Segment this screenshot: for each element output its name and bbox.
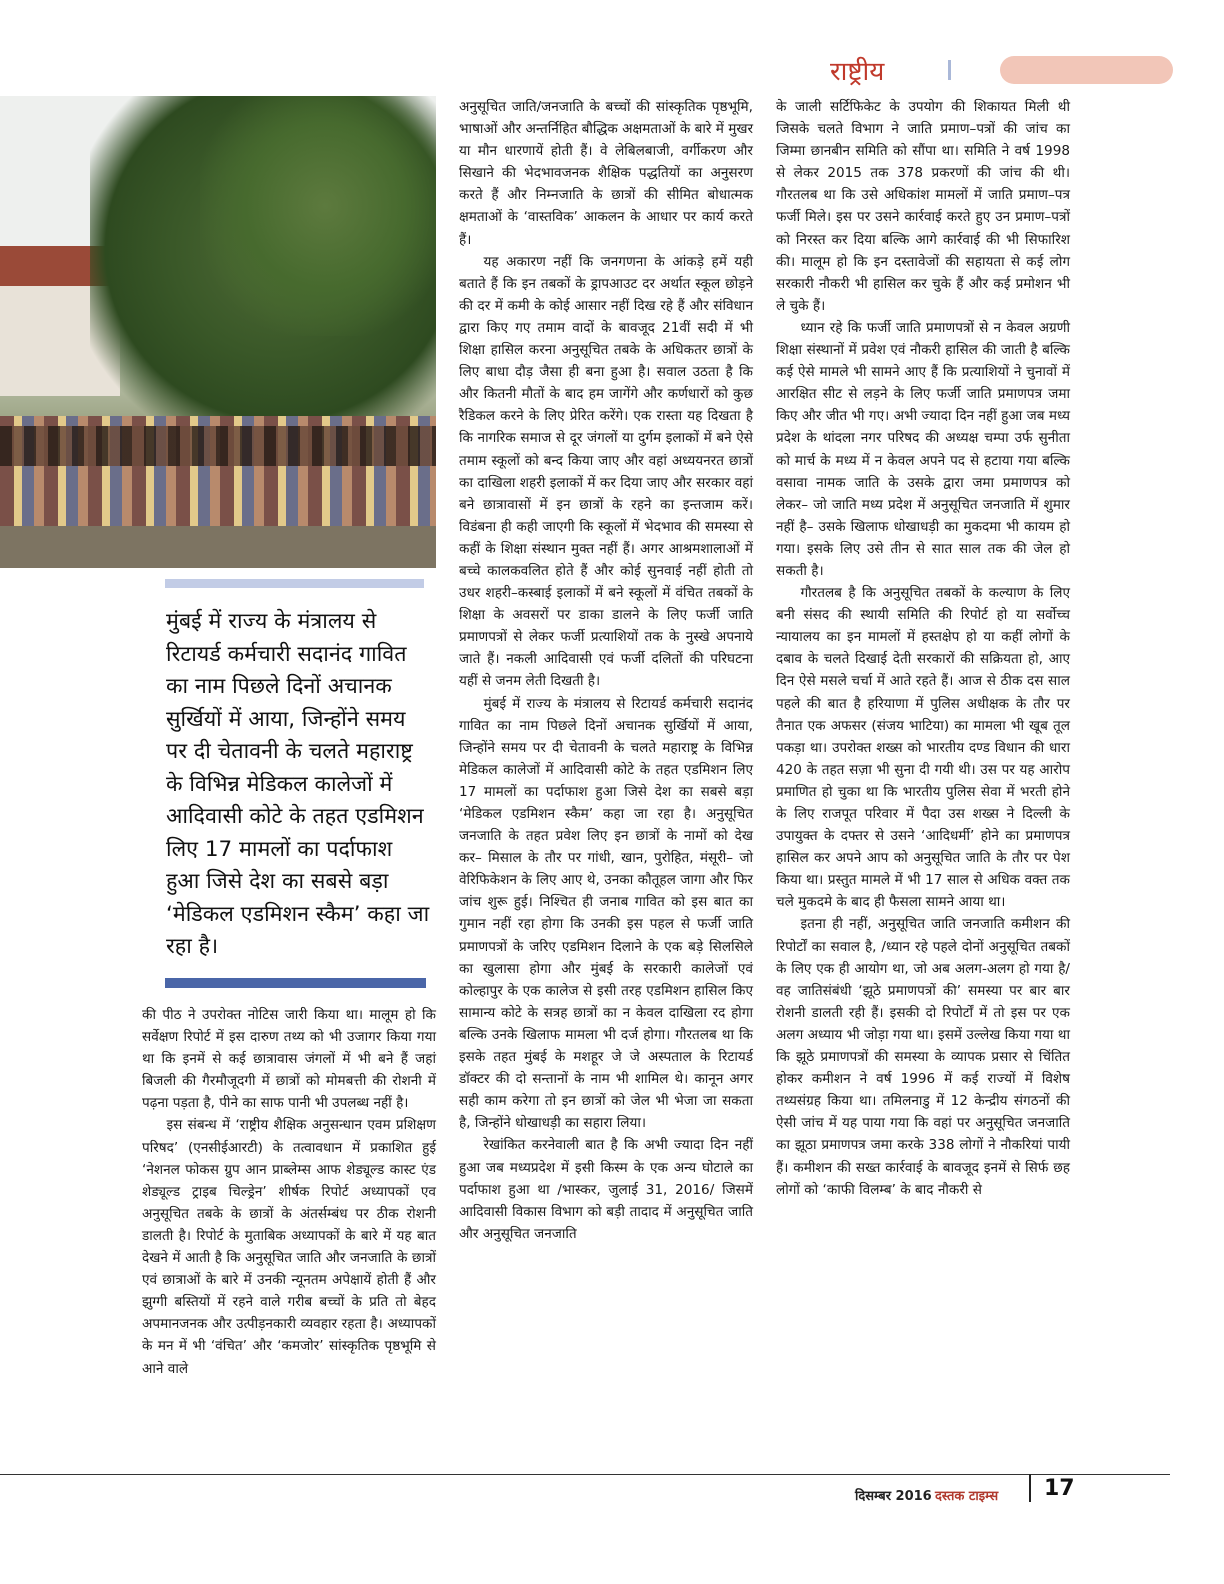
paragraph: ध्यान रहे कि फर्जी जाति प्रमाणपत्रों से न केवल अग्रणी शिक्षा संस्थानों में प्रवेश एवं नौकरी हासिल की जाती है बल्कि कई ऐसे मामले भी सामने आए हैं कि प्रत्याशियों ने चुनावों में आरक्षित सीट से लड़ने के लिए फर्जी जाति प्रमाणपत्र जमा किए और जीत भी गए। अभी ज्यादा दिन नहीं हुआ जब मध्य प्रदेश के थांदला नगर परिषद की अध्यक्ष चम्पा उर्फ सुनीता को मार्च के मध्य में न केवल अपने पद से हटाया गया बल्कि वसावा नामक जाति के उसके द्वारा जमा प्रमाणपत्र को लेकर– जो जाति मध्य प्रदेश में अनुसूचित जनजाति में शुमार नहीं है– उसके खिलाफ धोखाधड़ी का मुकदमा भी कायम हो गया। इसके लिए उसे तीन से सात साल तक की जेल हो सकती है। (776, 319, 1070, 579)
paragraph: यह अकारण नहीं कि जनगणना के आंकड़े हमें यही बताते हैं कि इन तबकों के ड्रापआउट दर अर्थात स्कूल छोड़ने की दर में कमी के कोई आसार नहीं दिख रहे हैं और संविधान द्वारा किए गए तमाम वादों के बावजूद 21वीं सदी में भी शिक्षा हासिल करना अनुसूचित तबके के अधिकतर छात्रों के लिए बाधा दौड़ जैसा ही बना हुआ है। सवाल उठता है कि और कितनी मौतों के बाद हम जागेंगे और कर्णधारों को कुछ रैडिकल करने के लिए प्रेरित करेंगे। एक रास्ता यह दिखता है कि नागरिक समाज से दूर जंगलों या दुर्गम इलाकों में बने ऐसे तमाम स्कूलों को बन्द किया जाए और वहां अध्ययनरत छात्रों का दाखिला शहरी इलाकों में कर दिया जाए और सरकार वहां बने छात्रावासों में इन छात्रों के रहने का इन्तजाम करें। विडंबना ही कही जाएगी कि स्कूलों में भेदभाव की समस्या से कहीं के शिक्षा संस्थान मुक्त नहीं हैं। अगर आश्रमशालाओं में बच्चे कालकवलित होते हैं और कोई सुनवाई नहीं होती तो उधर शहरी–कस्बाई इलाकों में बने स्कूलों में वंचित तबकों के शिक्षा के अवसरों पर डाका डालने के लिए फर्जी जाति प्रमाणपत्रों से लेकर फर्जी प्रत्याशियों तक के नुस्खे अपनाये जाते हैं। नकली आदिवासी एवं फर्जी दलितों की परिघटना यहीं से जनम लेती दिखती है। (459, 253, 753, 690)
footer-date: दिसम्बर 2016 (855, 1489, 932, 1504)
school-children-photo (0, 96, 436, 568)
header-pill-decoration (1000, 56, 1173, 84)
paragraph: के जाली सर्टिफिकेट के उपयोग की शिकायत मिली थी जिसके चलते विभाग ने जाति प्रमाण–पत्रों की जांच का जिम्मा छानबीन समिति को सौंपा था। समिति ने वर्ष 1998 से लेकर 2015 तक 378 प्रकरणों की जांच की थी। गौरतलब था कि उसे अधिकांश मामलों में जाति प्रमाण–पत्र फर्जी मिले। इस पर उसने कार्रवाई करते हुए उन प्रमाण–पत्रों को निरस्त कर दिया बल्कि आगे कार्रवाई की भी सिफारिश की। मालूम हो कि इन दस्तावेजों की सहायता से कई लोग सरकारी नौकरी भी हासिल कर चुके हैं और कई प्रमोशन भी ले चुके हैं। (776, 99, 1070, 314)
page-number: 17 (1044, 1476, 1075, 1501)
pull-quote: मुंबई में राज्य के मंत्रालय से रिटायर्ड कर्मचारी सदानंद गावित का नाम पिछले दिनों अचानक सुर्खियों में आया, जिन्होंने समय पर दी चेतावनी के चलते महाराष्ट्र के विभिन्न मेडिकल कालेजों में आदिवासी कोटे के तहत एडमिशन लिए 17 मामलों का पर्दाफाश हुआ जिसे देश का सबसे बड़ा ‘मेडिकल एडमिशन स्कैम’ कहा जा रहा है। (166, 609, 430, 959)
paragraph: रेखांकित करनेवाली बात है कि अभी ज्यादा दिन नहीं हुआ जब मध्यप्रदेश में इसी किस्म के एक अन्य घोटाले का पर्दाफाश हुआ था /भास्कर, जुलाई 31, 2016/ जिसमें आदिवासी विकास विभाग को बड़ी तादाद में अनुसूचित जाति और अनुसूचित जनजाति (459, 1137, 753, 1242)
paragraph: अनुसूचित जाति/जनजाति के बच्चों की सांस्कृतिक पृष्ठभूमि, भाषाओं और अन्तर्निहित बौद्धिक अक्षमताओं के बारे में मुखर या मौन धारणायें होती हैं। वे लेबिलबाजी, वर्गीकरण और सिखाने की भेदभावजनक शैक्षिक पद्धतियों का अनुसरण करते हैं और निम्नजाति के छात्रों की सीमित बोधात्मक क्षमताओं के ‘वास्तविक’ आकलन के आधार पर कार्य करते हैं। (459, 99, 754, 248)
paragraph: की पीठ ने उपरोक्त नोटिस जारी किया था। मालूम हो कि सर्वेक्षण रिपोर्ट में इस दारुण तथ्य को भी उजागर किया गया था कि इनमें से कई छात्रावास जंगलों में भी बने हैं जहां बिजली की गैरमौजूदगी में छात्रों को मोमबत्ती की रोशनी में पढ़ना पड़ता है, पीने का साफ पानी भी उपलब्ध नहीं है। (142, 1007, 436, 1112)
section-label: राष्ट्रीय (830, 57, 885, 87)
paragraph: मुंबई में राज्य के मंत्रालय से रिटायर्ड कर्मचारी सदानंद गावित का नाम पिछले दिनों अचानक सुर्खियों में आया, जिन्होंने समय पर दी चेतावनी के चलते महाराष्ट्र के विभिन्न मेडिकल कालेजों में आदिवासी कोटे के तहत एडमिशन लिए 17 मामलों का पर्दाफाश हुआ जिसे देश का सबसे बड़ा ‘मेडिकल एडमिशन स्कैम’ कहा जा रहा है। अनुसूचित जनजाति के तहत प्रवेश लिए इन छात्रों के नामों को देख कर– मिसाल के तौर पर गांधी, खान, पुरोहित, मंसूरी– जो वेरिफिकेशन के लिए आए थे, उनका कौतूहल जागा और फिर जांच शुरू हुई। निश्चित ही जनाब गावित को इस बात का गुमान नहीं रहा होगा कि उनकी इस पहल से फर्जी जाति प्रमाणपत्रों के जरिए एडमिशन दिलाने के एक बड़े सिलसिले का खुलासा होगा और मुंबई के सरकारी कालेजों एवं कोल्हापुर के एक कालेज से इसी तरह एडमिशन हासिल किए सामान्य कोटे के सत्रह छात्रों का न केवल दाखिला रद होगा बल्कि उनके खिलाफ मामला भी दर्ज होगा। गौरतलब था कि इसके तहत मुंबई के मशहूर जे जे अस्पताल के रिटायर्ड डॉक्टर की दो सन्तानों के नाम भी शामिल थे। कानून अगर सही काम करेगा तो इन छात्रों को जेल भी भेजा जा सकता है, जिन्होंने धोखाधड़ी का सहारा लिया। (459, 695, 753, 1132)
article-column-2 (459, 96, 753, 1245)
article-column-1 (142, 1004, 436, 1380)
pull-quote-top-rule (165, 579, 424, 588)
magazine-logo: दस्तक टाइम्स (935, 1489, 999, 1504)
paragraph: गौरतलब है कि अनुसूचित तबकों के कल्याण के लिए बनी संसद की स्थायी समिति की रिपोर्ट हो या सर्वोच्च न्यायालय का इन मामलों में हस्तक्षेप हो या कहीं लोगों के दबाव के चलते दिखाई देती सरकारों की सक्रियता हो, आए दिन ऐसे मसले चर्चा में आते रहते हैं। आज से ठीक दस साल पहले की बात है हरियाणा में पुलिस अधीक्षक के तौर पर तैनात एक अफसर (संजय भाटिया) का मामला भी खूब तूल पकड़ा था। उपरोक्त शख्स को भारतीय दण्ड विधान की धारा 420 के तहत सज़ा भी सुना दी गयी थी। उस पर यह आरोप प्रमाणित हो चुका था कि भारतीय पुलिस सेवा में भरती होने के लिए राजपूत परिवार में पैदा उस शख्स ने दिल्ली के उपायुक्त के दफ्तर से उसने ‘आदिधर्मी’ होने का प्रमाणपत्र हासिल कर अपने आप को अनुसूचित जाति के तौर पर पेश किया था। प्रस्तुत मामले में भी 17 साल से अधिक वक्त तक चले मुकदमे के बाद ही फैसला सामने आया था। (776, 585, 1070, 911)
paragraph: इतना ही नहीं, अनुसूचित जाति जनजाति कमीशन की रिपोर्टों का सवाल है, /ध्यान रहे पहले दोनों अनुसूचित तबकों के लिए एक ही आयोग था, जो अब अलग-अलग हो गया है/ वह जातिसंबंधी ‘झूठे प्रमाणपत्रों की’ समस्या पर बार बार रोशनी डालती रही हैं। इसकी दो रिपोर्टों में तो इस पर एक अलग अध्याय भी जोड़ा गया था। इसमें उल्लेख किया गया था कि झूठे प्रमाणपत्रों की समस्या के व्यापक प्रसार से चिंतित होकर कमीशन ने वर्ष 1996 में कई राज्यों में विशेष तथ्यसंग्रह किया था। तमिलनाडु में 12 केन्द्रीय संगठनों की ऐसी जांच में यह पाया गया कि वहां पर अनुसूचित जनजाति का झूठा प्रमाणपत्र जमा करके 338 लोगों ने नौकरियां पायी हैं। कमीशन की सख्त कार्रवाई के बावजूद इनमें से सिर्फ छह लोगों को ‘काफी विलम्ब’ के बाद नौकरी से (776, 916, 1070, 1198)
footer-rule (0, 1474, 1170, 1475)
article-column-3 (776, 96, 1070, 1201)
pull-quote-bottom-rule (165, 978, 426, 988)
header-divider (948, 60, 951, 80)
paragraph: इस संबन्ध में ‘राष्ट्रीय शैक्षिक अनुसन्धान एवम प्रशिक्षण परिषद’ (एनसीईआरटी) के तत्वावधान में प्रकाशित हुई ‘नेशनल फोकस ग्रुप आन प्राब्लेम्स आफ शेड्यूल्ड कास्ट एंड शेड्यूल्ड ट्राइब चिल्ड्रेन’ शीर्षक रिपोर्ट अध्यापकों एव अनुसूचित तबके के छात्रों के अंतर्सम्बंध पर ठीक रोशनी डालती है। रिपोर्ट के मुताबिक अध्यापकों के बारे में यह बात देखने में आती है कि अनुसूचित जाति और जनजाति के छात्रों एवं छात्राओं के बारे में उनकी न्यूनतम अपेक्षायें होती हैं और झुग्गी बस्तियों में रहने वाले गरीब बच्चों के प्रति तो बेहद अपमानजनक और उत्पीड़नकारी व्यवहार रहता है। अध्यापकों के मन में भी ‘वंचित’ और ‘कमजोर’ सांस्कृतिक पृष्ठभूमि से आने वाले (142, 1117, 436, 1377)
footer-divider (1029, 1474, 1031, 1502)
